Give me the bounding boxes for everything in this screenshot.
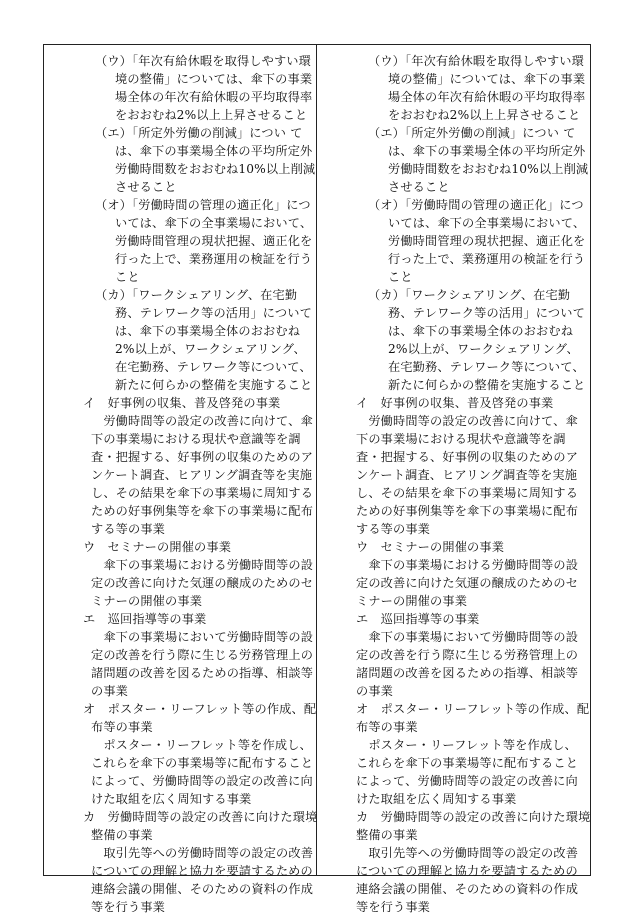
text-line: 定の改善を行う際に生じる労務管理上の: [91, 648, 314, 662]
text-line: 等を行う事業: [91, 900, 166, 914]
text-line: けた取組を広く周知する事業: [91, 792, 252, 806]
text-line: 務、テレワーク等の活用」について: [115, 306, 312, 320]
text-line: これらを傘下の事業場等に配布すること: [356, 756, 579, 770]
text-line: 下の事業場における現状や意識等を調: [356, 432, 566, 446]
text-line: （オ）「労働時間の管理の適正化」につ: [368, 198, 584, 212]
text-line: イ 好事例の収集、普及啓発の事業: [83, 396, 281, 410]
text-line: 場全体の年次有給休暇の平均取得率: [115, 90, 313, 104]
text-line: こと: [115, 270, 140, 284]
text-line: 新たに何らかの整備を実施すること: [388, 378, 586, 392]
text-line: は、傘下の事業場全体のおおむね: [115, 324, 301, 338]
text-line: エ 巡回指導等の事業: [356, 612, 480, 626]
text-line: ための好事例集等を傘下の事業場に配布: [356, 504, 579, 518]
text-line: の事業: [356, 684, 394, 698]
text-line: は、傘下の事業場全体の平均所定外: [115, 144, 313, 158]
text-line: 労働時間等の設定の改善に向けて、傘: [356, 414, 578, 428]
text-line: させること: [115, 180, 177, 194]
text-line: は、傘下の事業場全体のおおむね: [388, 324, 574, 338]
text-line: 行った上で、業務運用の検証を行う: [115, 252, 313, 266]
text-line: 連絡会議の開催、そのための資料の作成: [356, 882, 579, 896]
text-line: ポスター・リーフレット等を作成し、: [91, 738, 312, 752]
text-line: 場全体の年次有給休暇の平均取得率: [388, 90, 586, 104]
text-line: 境の整備」については、傘下の事業: [115, 72, 313, 86]
text-line: ンケート調査、ヒアリング調査等を実施: [356, 468, 578, 482]
text-line: ミナーの開催の事業: [91, 594, 203, 608]
text-line: は、傘下の事業場全体の平均所定外: [388, 144, 586, 158]
text-line: （エ）「所定外労働の削減」につい て: [368, 126, 576, 140]
text-line: （カ）「ワークシェアリング、在宅勤: [95, 288, 298, 302]
text-line: 等を行う事業: [356, 900, 431, 914]
text-line: ウ セミナーの開催の事業: [356, 540, 505, 554]
text-line: （ウ）「年次有給休暇を取得しやすい環: [368, 54, 584, 68]
text-line: けた取組を広く周知する事業: [356, 792, 517, 806]
text-line: 整備の事業: [91, 828, 153, 842]
text-line: 定の改善を行う際に生じる労務管理上の: [356, 648, 579, 662]
text-line: 在宅勤務、テレワーク等について、: [388, 360, 585, 374]
text-line: こと: [388, 270, 413, 284]
text-line: 布等の事業: [91, 720, 153, 734]
text-line: 定の改善に向けた気運の醸成のためのセ: [91, 576, 314, 590]
text-line: 境の整備」については、傘下の事業: [388, 72, 586, 86]
text-line: エ 巡回指導等の事業: [83, 612, 207, 626]
text-line: する等の事業: [91, 522, 166, 536]
text-line: 労働時間数をおおむね10%以上削減: [388, 162, 589, 176]
text-line: 取引先等への労働時間等の設定の改善: [356, 846, 579, 860]
text-line: する等の事業: [356, 522, 431, 536]
right-column: [317, 45, 591, 914]
text-line: 取引先等への労働時間等の設定の改善: [91, 846, 314, 860]
text-line: 諸問題の改善を図るための指導、相談等: [91, 666, 314, 680]
text-line: 新たに何らかの整備を実施すること: [115, 378, 313, 392]
text-line: によって、労働時間等の設定の改善に向: [356, 774, 578, 788]
text-line: 2%以上が、ワークシェアリング、: [115, 342, 306, 356]
text-line: カ 労働時間等の設定の改善に向けた環境: [83, 810, 318, 824]
text-line: についての理解と協力を要請するための: [91, 864, 313, 878]
text-line: 傘下の事業場における労働時間等の設: [91, 558, 314, 572]
text-line: させること: [388, 180, 450, 194]
text-line: 下の事業場における現状や意識等を調: [91, 432, 301, 446]
text-line: これらを傘下の事業場等に配布すること: [91, 756, 314, 770]
text-line: 連絡会議の開催、そのための資料の作成: [91, 882, 314, 896]
text-line: （オ）「労働時間の管理の適正化」につ: [95, 198, 311, 212]
text-line: 労働時間数をおおむね10%以上削減: [115, 162, 316, 176]
text-line: をおおむね2%以上上昇させること: [388, 108, 581, 122]
text-line: カ 労働時間等の設定の改善に向けた環境: [356, 810, 591, 824]
text-line: （カ）「ワークシェアリング、在宅勤: [368, 288, 571, 302]
text-line: （ウ）「年次有給休暇を取得しやすい環: [95, 54, 311, 68]
text-line: ンケート調査、ヒアリング調査等を実施: [91, 468, 313, 482]
text-line: ウ セミナーの開催の事業: [83, 540, 232, 554]
text-line: 在宅勤務、テレワーク等について、: [115, 360, 312, 374]
text-line: 布等の事業: [356, 720, 418, 734]
text-line: ミナーの開催の事業: [356, 594, 468, 608]
text-line: いては、傘下の全事業場において、: [388, 216, 586, 230]
text-line: 労働時間管理の現状把握、適正化を: [388, 234, 586, 248]
text-line: いては、傘下の全事業場において、: [115, 216, 313, 230]
left-column: [44, 45, 318, 914]
text-line: （エ）「所定外労働の削減」につい て: [95, 126, 303, 140]
text-line: し、その結果を傘下の事業場に周知する: [91, 486, 314, 500]
text-line: 傘下の事業場において労働時間等の設: [356, 630, 579, 644]
text-line: し、その結果を傘下の事業場に周知する: [356, 486, 579, 500]
text-line: 整備の事業: [356, 828, 418, 842]
text-line: 査・把握する、好事例の収集のためのア: [91, 450, 314, 464]
text-line: イ 好事例の収集、普及啓発の事業: [356, 396, 554, 410]
text-line: によって、労働時間等の設定の改善に向: [91, 774, 313, 788]
text-line: 傘下の事業場において労働時間等の設: [91, 630, 314, 644]
text-line: オ ポスター・リーフレット等の作成、配: [83, 702, 317, 716]
text-line: ための好事例集等を傘下の事業場に配布: [91, 504, 314, 518]
text-line: 労働時間管理の現状把握、適正化を: [115, 234, 313, 248]
text-line: ポスター・リーフレット等を作成し、: [356, 738, 577, 752]
text-line: 傘下の事業場における労働時間等の設: [356, 558, 579, 572]
text-line: をおおむね2%以上上昇させること: [115, 108, 308, 122]
text-line: についての理解と協力を要請するための: [356, 864, 578, 878]
text-line: 査・把握する、好事例の収集のためのア: [356, 450, 579, 464]
text-line: オ ポスター・リーフレット等の作成、配: [356, 702, 590, 716]
text-line: の事業: [91, 684, 129, 698]
text-line: 2%以上が、ワークシェアリング、: [388, 342, 579, 356]
text-line: 諸問題の改善を図るための指導、相談等: [356, 666, 579, 680]
comparison-table: [43, 44, 591, 914]
text-line: 務、テレワーク等の活用」について: [388, 306, 585, 320]
text-line: 行った上で、業務運用の検証を行う: [388, 252, 586, 266]
text-line: 労働時間等の設定の改善に向けて、傘: [91, 414, 313, 428]
text-line: 定の改善に向けた気運の醸成のためのセ: [356, 576, 579, 590]
